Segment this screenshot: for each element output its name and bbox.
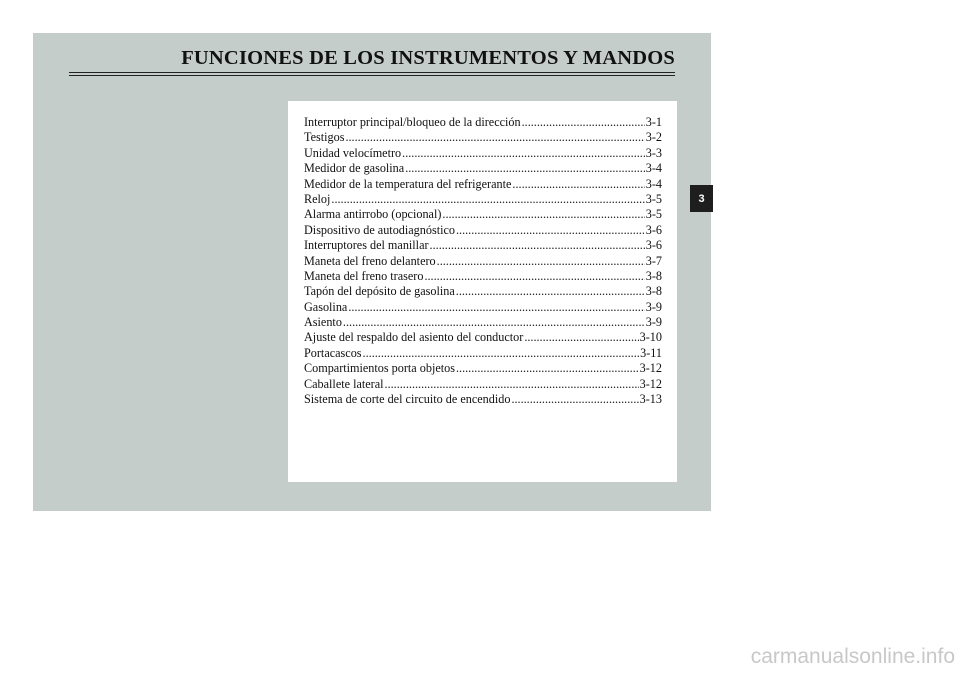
toc-entry-page: 3-6 [645, 238, 662, 253]
watermark: carmanualsonline.info [750, 645, 955, 668]
table-of-contents [304, 115, 662, 407]
table-of-contents-box [288, 101, 677, 482]
toc-entry-page: 3-5 [645, 207, 662, 222]
toc-entry[interactable] [304, 254, 662, 269]
toc-entry-page: 3-2 [645, 130, 662, 145]
toc-leader-dots [405, 161, 645, 176]
title-rule-top [69, 72, 675, 73]
toc-entry-page: 3-12 [639, 376, 662, 391]
toc-leader-dots [385, 377, 639, 392]
manual-page [33, 33, 711, 511]
toc-leader-dots [437, 254, 645, 269]
toc-leader-dots [345, 130, 644, 145]
toc-entry-page: 3-9 [645, 315, 662, 330]
toc-entry-title: Reloj [304, 191, 331, 206]
toc-entry-title: Asiento [304, 315, 342, 330]
toc-leader-dots [512, 177, 644, 192]
toc-entry[interactable] [304, 130, 662, 145]
toc-leader-dots [456, 223, 645, 238]
toc-entry-title: Ajuste del respaldo del asiento del conductor [304, 330, 524, 345]
toc-entry[interactable] [304, 315, 662, 330]
toc-entry-title: Interruptores del manillar [304, 238, 429, 253]
chapter-tab[interactable]: 3 [690, 185, 713, 212]
toc-leader-dots [402, 146, 645, 161]
toc-leader-dots [424, 269, 644, 284]
toc-entry-title: Medidor de la temperatura del refrigerante [304, 176, 512, 191]
toc-entry-title: Tapón del depósito de gasolina [304, 284, 455, 299]
toc-entry[interactable] [304, 177, 662, 192]
toc-entry-title: Dispositivo de autodiagnóstico [304, 222, 455, 237]
toc-entry-page: 3-7 [645, 253, 662, 268]
toc-entry-page: 3-9 [645, 299, 662, 314]
toc-entry[interactable] [304, 161, 662, 176]
toc-entry[interactable] [304, 146, 662, 161]
toc-leader-dots [430, 238, 645, 253]
toc-entry[interactable] [304, 392, 662, 407]
toc-leader-dots [331, 192, 644, 207]
toc-entry[interactable] [304, 115, 662, 130]
toc-entry-title: Compartimientos porta objetos [304, 361, 455, 376]
toc-entry[interactable] [304, 192, 662, 207]
toc-leader-dots [343, 315, 645, 330]
toc-entry-title: Unidad velocímetro [304, 145, 402, 160]
toc-entry-title: Alarma antirrobo (opcional) [304, 207, 442, 222]
toc-entry-page: 3-11 [640, 345, 662, 360]
toc-leader-dots [524, 330, 638, 345]
toc-leader-dots [511, 392, 638, 407]
toc-entry[interactable] [304, 377, 662, 392]
toc-entry-page: 3-12 [639, 361, 662, 376]
toc-entry-page: 3-13 [639, 392, 662, 407]
toc-entry-page: 3-8 [645, 268, 662, 283]
toc-entry-title: Gasolina [304, 299, 348, 314]
toc-entry-page: 3-6 [645, 222, 662, 237]
toc-entry-page: 3-4 [645, 176, 662, 191]
toc-entry-title: Sistema de corte del circuito de encendido [304, 392, 511, 407]
page-title: FUNCIONES DE LOS INSTRUMENTOS Y MANDOS [181, 47, 675, 69]
toc-leader-dots [363, 346, 640, 361]
toc-leader-dots [348, 300, 644, 315]
toc-leader-dots [456, 284, 645, 299]
toc-entry[interactable] [304, 284, 662, 299]
toc-entry-page: 3-10 [639, 330, 662, 345]
toc-entry[interactable] [304, 207, 662, 222]
title-rule-bottom [69, 75, 675, 76]
toc-entry-page: 3-4 [645, 161, 662, 176]
toc-entry-title: Maneta del freno delantero [304, 253, 436, 268]
toc-leader-dots [442, 207, 644, 222]
toc-entry-page: 3-1 [645, 115, 662, 129]
toc-entry-page: 3-8 [645, 284, 662, 299]
toc-entry[interactable] [304, 300, 662, 315]
toc-entry-title: Testigos [304, 130, 345, 145]
toc-entry-title: Portacascos [304, 345, 362, 360]
toc-entry-title: Maneta del freno trasero [304, 268, 424, 283]
toc-entry[interactable] [304, 361, 662, 376]
toc-entry-title: Caballete lateral [304, 376, 384, 391]
toc-leader-dots [522, 115, 645, 130]
toc-leader-dots [456, 361, 639, 376]
toc-entry-page: 3-3 [645, 145, 662, 160]
toc-entry-page: 3-5 [645, 191, 662, 206]
toc-entry[interactable] [304, 269, 662, 284]
toc-entry-title: Medidor de gasolina [304, 161, 405, 176]
toc-entry[interactable] [304, 346, 662, 361]
toc-entry-title: Interruptor principal/bloqueo de la dirección [304, 115, 521, 129]
toc-entry[interactable] [304, 330, 662, 345]
toc-entry[interactable] [304, 223, 662, 238]
toc-entry[interactable] [304, 238, 662, 253]
